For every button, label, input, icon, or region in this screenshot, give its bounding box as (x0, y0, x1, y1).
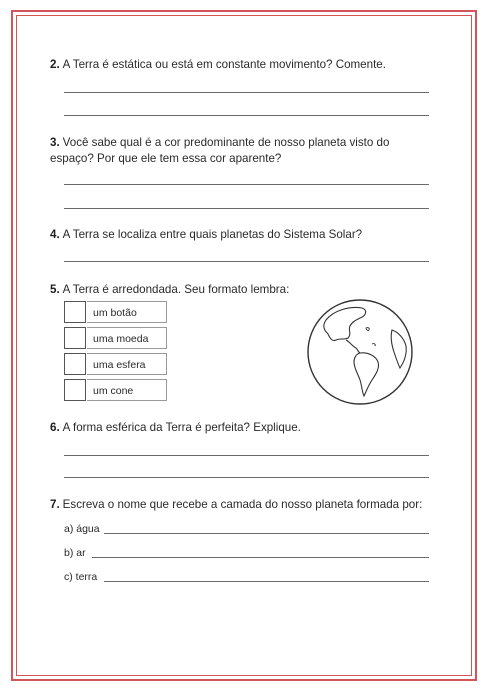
option-1-label: um botão (87, 301, 167, 323)
answer-line-q6-2[interactable] (64, 477, 429, 478)
item-water-label: a) água (64, 523, 100, 535)
question-5-text: A Terra é arredondada. Seu formato lembra: (62, 283, 290, 296)
answer-line-q4-1[interactable] (64, 261, 429, 262)
question-6-number: 6. (50, 421, 60, 434)
question-7-number: 7. (50, 498, 60, 511)
question-3 (50, 135, 389, 167)
answer-line-q2-2[interactable] (64, 115, 429, 116)
answer-line-q3-2[interactable] (64, 208, 429, 209)
item-air-label: b) ar (64, 547, 86, 559)
answer-line-q2-1[interactable] (64, 92, 429, 93)
question-2 (50, 57, 386, 73)
checkbox-option-2[interactable] (64, 327, 86, 349)
answer-line-air[interactable] (92, 557, 429, 558)
question-3-text-line1: Você sabe qual é a cor predominante de nosso planeta visto do (62, 136, 390, 149)
question-7-text: Escreva o nome que recebe a camada do nosso planeta formada por: (62, 498, 423, 511)
option-4-label: um cone (87, 379, 167, 401)
question-6-text: A forma esférica da Terra é perfeita? Explique. (62, 421, 301, 434)
answer-line-water[interactable] (104, 533, 429, 534)
answer-line-land[interactable] (104, 581, 429, 582)
question-4-text: A Terra se localiza entre quais planetas do Sistema Solar? (62, 228, 363, 241)
question-2-number: 2. (50, 58, 60, 71)
checkbox-option-1[interactable] (64, 301, 86, 323)
question-5 (50, 282, 289, 298)
checkbox-option-4[interactable] (64, 379, 86, 401)
question-3-text-line2: espaço? Por que ele tem essa cor aparente? (50, 152, 282, 165)
option-3-label: uma esfera (87, 353, 167, 375)
question-5-number: 5. (50, 283, 60, 296)
question-7 (50, 497, 422, 513)
option-2-label: uma moeda (87, 327, 167, 349)
earth-globe-icon (306, 298, 414, 406)
item-land-label: c) terra (64, 571, 98, 583)
question-2-text: A Terra é estática ou está em constante movimento? Comente. (62, 58, 386, 71)
answer-line-q6-1[interactable] (64, 455, 429, 456)
answer-line-q3-1[interactable] (64, 184, 429, 185)
checkbox-option-3[interactable] (64, 353, 86, 375)
question-6 (50, 420, 301, 436)
question-4 (50, 227, 362, 243)
question-3-number: 3. (50, 136, 60, 149)
question-4-number: 4. (50, 228, 60, 241)
